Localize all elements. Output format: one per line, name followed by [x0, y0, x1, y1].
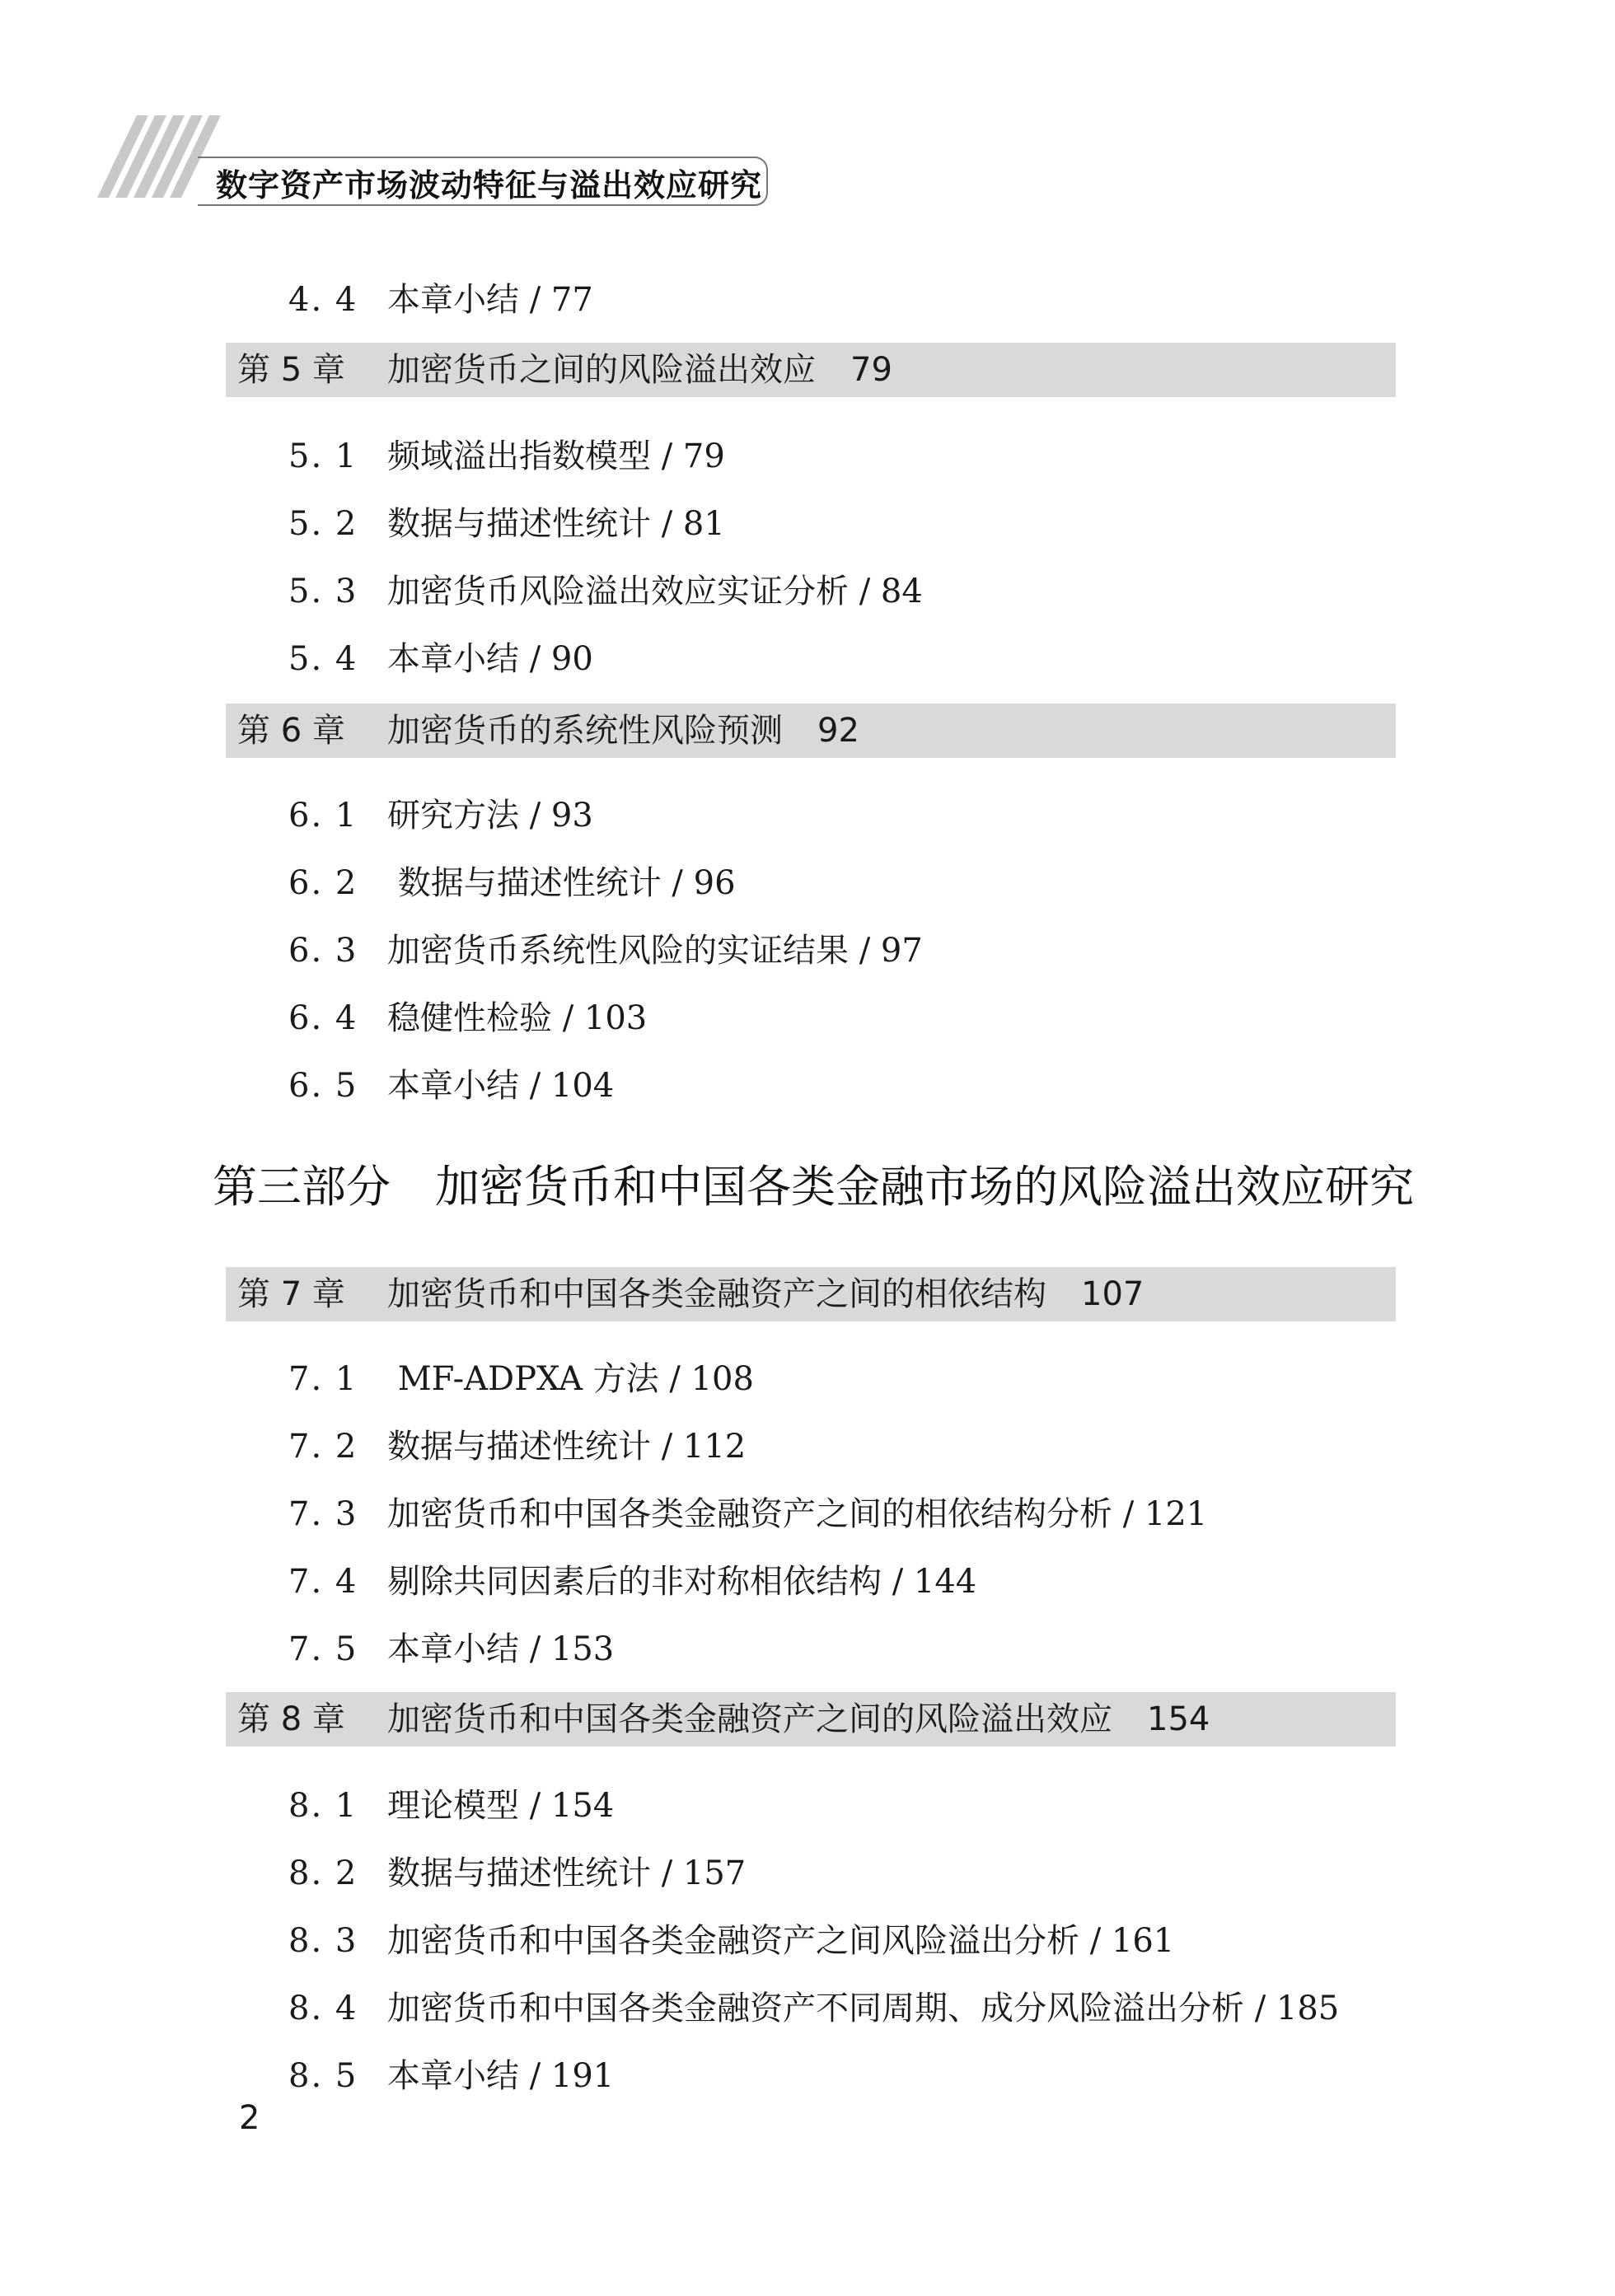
chapter-label: 第 7 章 — [237, 1275, 345, 1313]
section-title: 剔除共同因素后的非对称相依结构 / 144 — [387, 1563, 977, 1601]
section-number: 8. 3 — [288, 1922, 358, 1960]
section-number: 7. 4 — [288, 1563, 358, 1601]
chapter-label: 第 6 章 — [237, 712, 345, 750]
chapter-title: 加密货币之间的风险溢出效应 — [387, 351, 816, 389]
toc-section[interactable] — [288, 1420, 746, 1467]
toc-chapter-5[interactable] — [226, 343, 1396, 397]
section-number: 4. 4 — [288, 281, 358, 319]
toc-section[interactable] — [288, 992, 647, 1039]
toc-section[interactable] — [288, 498, 725, 545]
toc-section[interactable] — [288, 1779, 614, 1826]
section-title: 数据与描述性统计 / 96 — [387, 864, 736, 902]
part-heading — [213, 1152, 1414, 1215]
section-number: 5. 4 — [288, 640, 358, 678]
toc-section[interactable] — [288, 633, 593, 680]
chapter-page: 92 — [817, 712, 859, 750]
section-title: 数据与描述性统计 / 157 — [387, 1854, 747, 1892]
section-title: 本章小结 / 153 — [387, 1630, 615, 1668]
section-title: 研究方法 / 93 — [387, 797, 593, 835]
section-title: 数据与描述性统计 / 81 — [387, 505, 725, 543]
section-title: 频域溢出指数模型 / 79 — [387, 437, 725, 475]
section-number: 6. 4 — [288, 999, 358, 1037]
section-title: 本章小结 / 77 — [387, 281, 593, 319]
section-title: MF-ADPXA 方法 / 108 — [387, 1360, 754, 1398]
section-number: 6. 2 — [288, 864, 358, 902]
toc-chapter-7[interactable] — [226, 1267, 1396, 1321]
chapter-page: 79 — [850, 351, 892, 389]
toc-section[interactable] — [288, 1353, 754, 1400]
section-number: 8. 4 — [288, 1990, 358, 2027]
part-label: 第三部分 — [213, 1161, 391, 1213]
section-number: 7. 3 — [288, 1495, 358, 1533]
section-title: 本章小结 / 191 — [387, 2057, 615, 2095]
toc-section[interactable] — [288, 274, 593, 320]
page-number: 2 — [239, 2099, 260, 2137]
section-number: 8. 1 — [288, 1787, 358, 1825]
toc-section[interactable] — [288, 1555, 976, 1602]
toc-section[interactable] — [288, 1623, 614, 1670]
chapter-title: 加密货币的系统性风险预测 — [387, 712, 783, 750]
section-number: 8. 2 — [288, 1854, 358, 1892]
toc-chapter-6[interactable] — [226, 704, 1396, 758]
section-number: 5. 2 — [288, 505, 358, 543]
section-number: 6. 5 — [288, 1067, 358, 1105]
running-header-title: 数字资产市场波动特征与溢出效应研究 — [216, 167, 763, 203]
toc-section[interactable] — [288, 1982, 1339, 2029]
chapter-label: 第 8 章 — [237, 1700, 345, 1738]
section-number: 5. 3 — [288, 573, 358, 610]
section-number: 8. 5 — [288, 2057, 358, 2095]
section-title: 加密货币和中国各类金融资产之间风险溢出分析 / 161 — [387, 1922, 1175, 1960]
toc-section[interactable] — [288, 924, 923, 971]
section-number: 6. 1 — [288, 797, 358, 835]
chapter-page: 107 — [1081, 1275, 1145, 1313]
toc-section[interactable] — [288, 430, 725, 477]
section-title: 数据与描述性统计 / 112 — [387, 1428, 747, 1466]
section-title: 加密货币和中国各类金融资产不同周期、成分风险溢出分析 / 185 — [387, 1990, 1340, 2027]
toc-chapter-8[interactable] — [226, 1692, 1396, 1747]
toc-section[interactable] — [288, 857, 736, 904]
section-number: 7. 2 — [288, 1428, 358, 1466]
section-title: 稳健性检验 / 103 — [387, 999, 648, 1037]
toc-section[interactable] — [288, 1059, 614, 1106]
chapter-title: 加密货币和中国各类金融资产之间的相依结构 — [387, 1275, 1046, 1313]
section-number: 5. 1 — [288, 437, 358, 475]
toc-section[interactable] — [288, 2050, 614, 2097]
section-number: 7. 1 — [288, 1360, 358, 1398]
part-title-text: 加密货币和中国各类金融市场的风险溢出效应研究 — [435, 1161, 1414, 1213]
toc-section[interactable] — [288, 565, 923, 612]
toc-section[interactable] — [288, 1915, 1174, 1962]
section-number: 6. 3 — [288, 932, 358, 970]
toc-section[interactable] — [288, 1488, 1207, 1535]
section-title: 理论模型 / 154 — [387, 1787, 615, 1825]
section-title: 本章小结 / 104 — [387, 1067, 615, 1105]
section-title: 加密货币风险溢出效应实证分析 / 84 — [387, 573, 923, 610]
section-title: 加密货币和中国各类金融资产之间的相依结构分析 / 121 — [387, 1495, 1208, 1533]
section-title: 加密货币系统性风险的实证结果 / 97 — [387, 932, 923, 970]
chapter-title: 加密货币和中国各类金融资产之间的风险溢出效应 — [387, 1700, 1112, 1738]
chapter-label: 第 5 章 — [237, 351, 345, 389]
chapter-page: 154 — [1147, 1700, 1210, 1738]
section-title: 本章小结 / 90 — [387, 640, 593, 678]
section-number: 7. 5 — [288, 1630, 358, 1668]
toc-section[interactable] — [288, 1847, 746, 1894]
toc-section[interactable] — [288, 789, 593, 836]
